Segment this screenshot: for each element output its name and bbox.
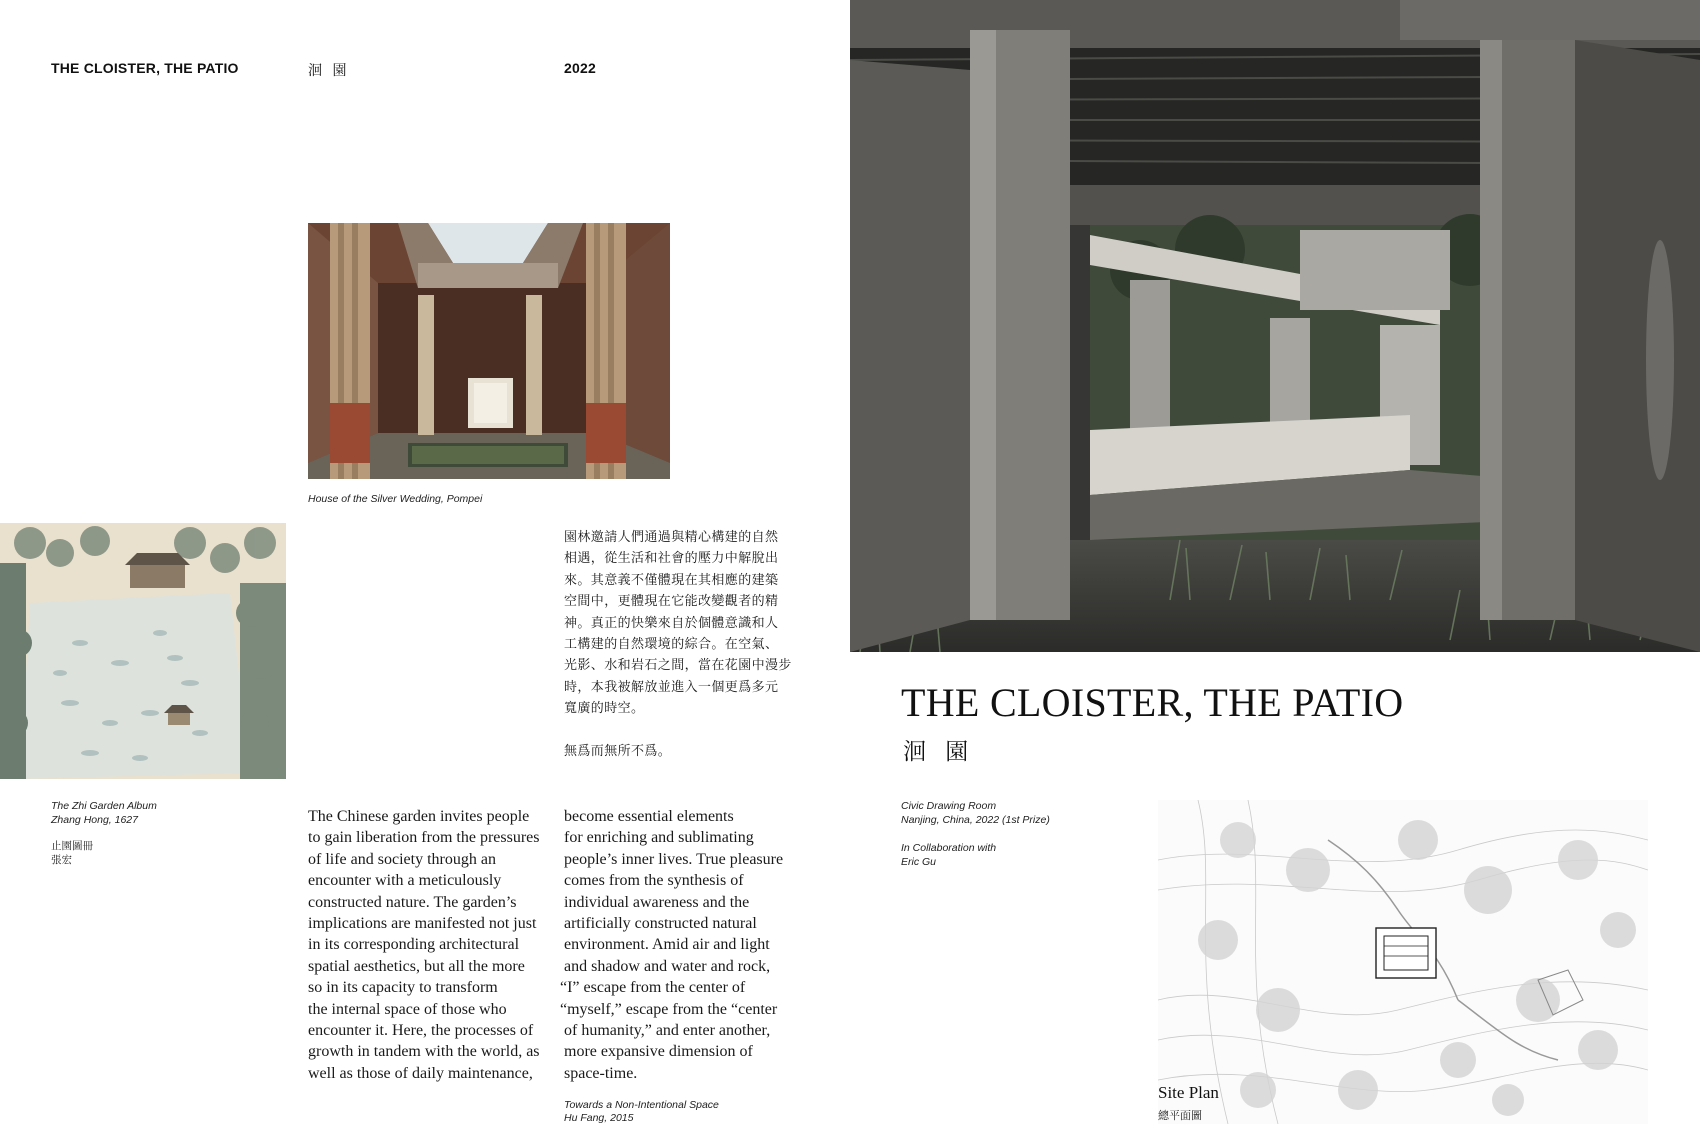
en-line: comes from the synthesis of <box>564 872 744 890</box>
zhi-garden-caption-cn-1: 止園圖冊 <box>51 840 93 852</box>
pompeii-caption: House of the Silver Wedding, Pompei <box>308 493 483 505</box>
site-plan-drawing <box>1158 800 1648 1124</box>
en-line: more expansive dimension of <box>564 1043 753 1061</box>
cn-line: 寬廣的時空。 <box>564 701 645 717</box>
en-line: the internal space of those who <box>308 1000 507 1018</box>
collab-label: In Collaboration with <box>901 842 997 854</box>
collaborator: Eric Gu <box>901 856 937 868</box>
project-client: Civic Drawing Room <box>901 800 997 812</box>
en-line: implications are manifested not just <box>308 915 537 933</box>
source-line-2: Hu Fang, 2015 <box>564 1112 634 1124</box>
en-line: encounter it. Here, the processes of <box>308 1022 534 1040</box>
zhi-garden-caption-2: Zhang Hong, 1627 <box>51 814 138 826</box>
english-column-1 <box>308 806 558 1084</box>
en-line: to gain liberation from the pressures <box>308 829 540 847</box>
header-year: 2022 <box>564 60 596 76</box>
en-line: The Chinese garden invites people <box>308 808 530 825</box>
project-title: THE CLOISTER, THE PATIO <box>901 680 1404 725</box>
en-line: become essential elements <box>564 808 734 825</box>
zhi-garden-caption-cn-2: 張宏 <box>51 854 72 866</box>
site-plan-label-cn: 總平面圖 <box>1158 1109 1202 1122</box>
chinese-paragraph <box>564 527 804 720</box>
header-title-cn: 洄 園 <box>308 63 350 79</box>
site-plan-label: Site Plan <box>1158 1083 1219 1102</box>
zhi-garden-caption-1: The Zhi Garden Album <box>51 800 157 812</box>
en-line: constructed nature. The garden’s <box>308 893 517 911</box>
architectural-render <box>850 0 1700 652</box>
en-line: so in its capacity to transform <box>308 979 498 997</box>
en-line: of humanity,” and enter another, <box>564 1022 771 1040</box>
project-location: Nanjing, China, 2022 (1st Prize) <box>901 814 1050 826</box>
pompeii-photo <box>308 223 670 479</box>
en-line: artificially constructed natural <box>564 915 757 933</box>
en-line: and shadow and water and rock, <box>564 957 771 975</box>
cn-line: 時，本我被解放並進入一個更爲多元 <box>564 679 779 695</box>
en-line: of life and society through an <box>308 850 496 868</box>
en-line: space-time. <box>564 1064 638 1082</box>
en-line: individual awareness and the <box>564 893 750 911</box>
en-line: encounter with a meticulously <box>308 872 502 890</box>
en-line: growth in tandem with the world, as <box>308 1043 540 1061</box>
en-line: “I” escape from the center of <box>560 979 746 997</box>
en-line: well as those of daily maintenance, <box>308 1064 533 1082</box>
source-line-1: Towards a Non-Intentional Space <box>564 1099 719 1111</box>
cn-line: 光影、水和岩石之間，當在花園中漫步 <box>564 658 792 674</box>
cn-line: 空間中，更體現在它能改變觀者的精 <box>564 594 779 610</box>
chinese-closing: 無爲而無所不爲。 <box>564 744 672 759</box>
en-line: environment. Amid air and light <box>564 936 770 954</box>
cn-line: 神。真正的快樂來自於個體意識和人 <box>564 615 779 631</box>
header-title: THE CLOISTER, THE PATIO <box>51 60 239 76</box>
en-line: in its corresponding architectural <box>308 936 520 954</box>
en-line: spatial aesthetics, but all the more <box>308 957 525 975</box>
en-line: for enriching and sublimating <box>564 829 754 847</box>
project-title-cn: 洄 園 <box>903 739 975 765</box>
english-column-2 <box>560 806 810 1084</box>
cn-line: 工構建的自然環境的綜合。在空氣、 <box>564 637 779 653</box>
zhi-garden-painting <box>0 523 286 779</box>
cn-line: 來。其意義不僅體現在其相應的建築 <box>564 572 779 588</box>
cn-line: 相遇，從生活和社會的壓力中解脫出 <box>564 551 779 567</box>
cn-line: 園林邀請人們通過與精心構建的自然 <box>564 530 779 545</box>
en-line: “myself,” escape from the “center <box>560 1000 778 1018</box>
en-line: people’s inner lives. True pleasure <box>564 850 784 868</box>
